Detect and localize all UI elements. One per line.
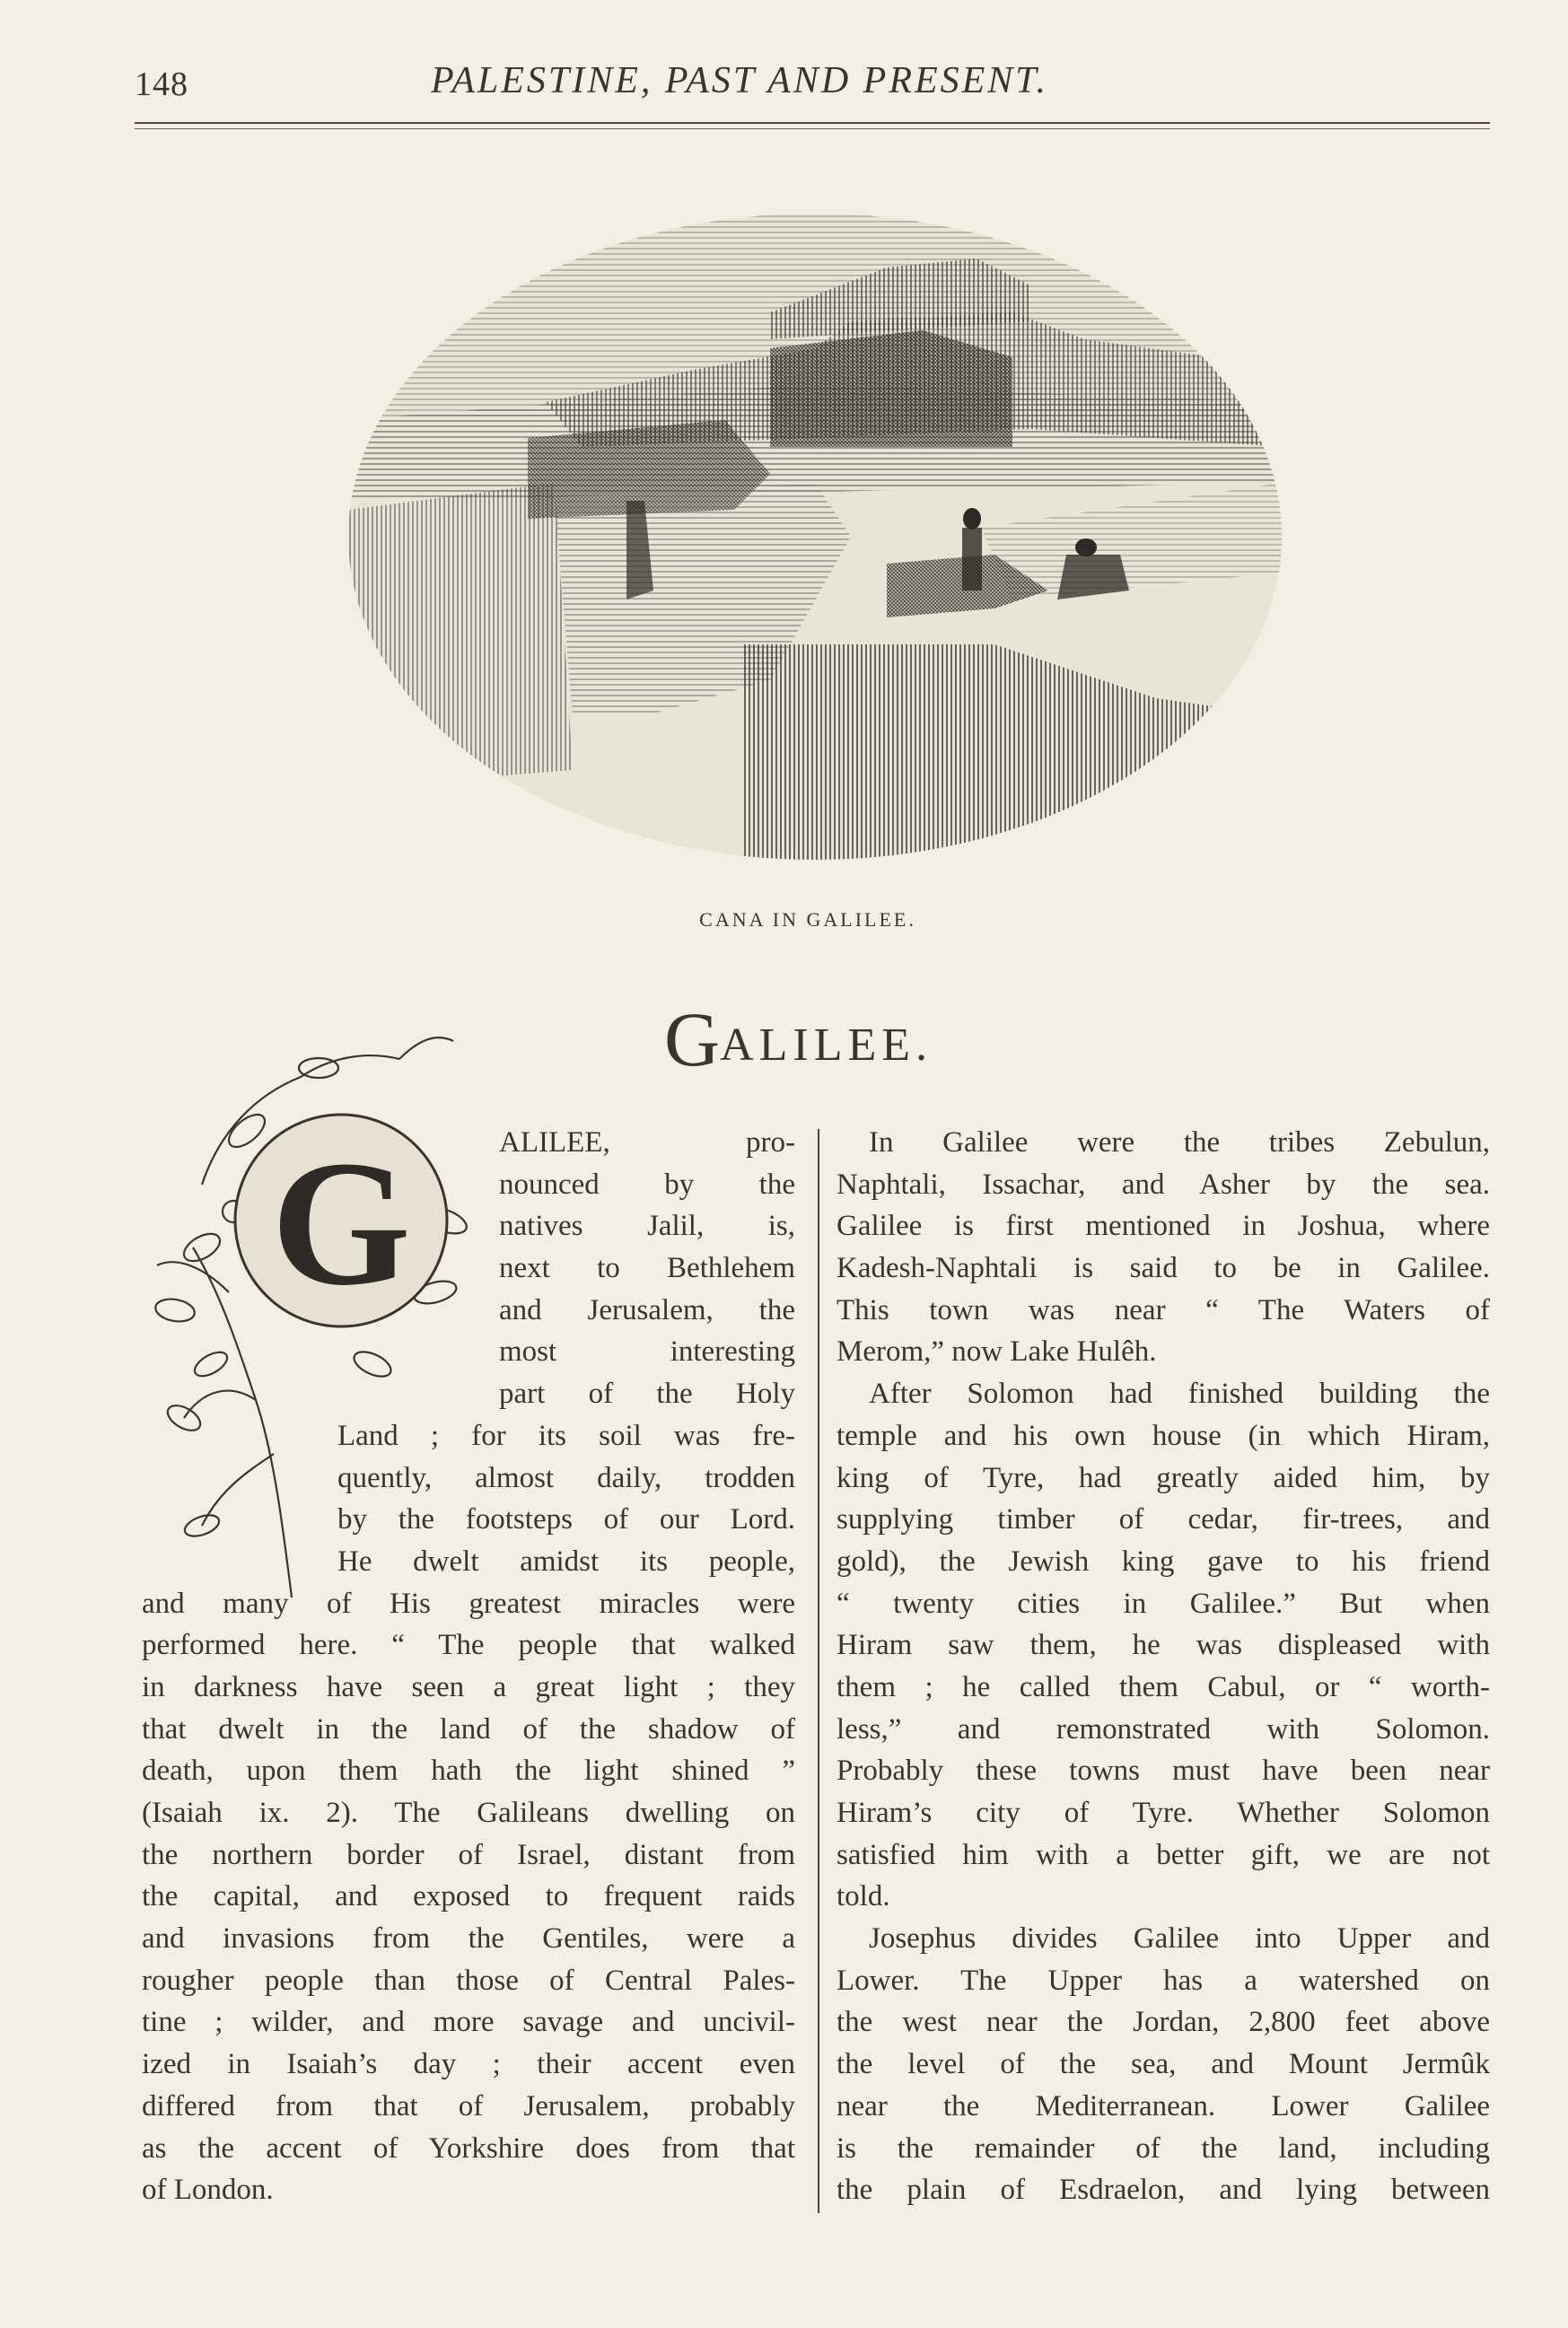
illustration-caption: CANA IN GALILEE.	[699, 908, 916, 931]
text-line: temple and his own house (in which Hiram,	[837, 1419, 1490, 1452]
text-line: satisfied him with a better gift, we are not	[837, 1838, 1490, 1871]
left-column	[142, 1122, 795, 2211]
header-rule-thin	[135, 128, 1490, 129]
text-line: quently, almost daily, trodden	[337, 1461, 795, 1494]
text-line: Hiram’s city of Tyre. Whether Solomon	[837, 1797, 1490, 1829]
text-line: less,” and remonstrated with Solomon.	[837, 1712, 1490, 1746]
drop-cap-letter: G	[271, 1125, 411, 1323]
text-line: most interesting	[499, 1335, 795, 1369]
text-line: nounced by the	[499, 1168, 795, 1201]
section-title	[664, 994, 1005, 1084]
text-line: in darkness have seen a great light ; they	[142, 1670, 795, 1703]
text-line: He dwelt amidst its people,	[337, 1545, 795, 1578]
text-line: part of the Holy	[499, 1378, 795, 1411]
column-divider	[818, 1129, 819, 2213]
text-line: This town was near “ The Waters of	[837, 1293, 1490, 1326]
text-line: Hiram saw them, he was displeased with	[837, 1629, 1490, 1662]
text-line: (Isaiah ix. 2). The Galileans dwelling on	[142, 1797, 795, 1829]
text-line: them ; he called them Cabul, or “ worth-	[837, 1670, 1490, 1703]
text-line: After Solomon had finished building the	[869, 1378, 1490, 1411]
text-line: told.	[837, 1880, 890, 1913]
text-line: the northern border of Israel, distant from	[142, 1838, 795, 1871]
right-column	[837, 1122, 1490, 2211]
text-line: the plain of Esdraelon, and lying between	[837, 2174, 1490, 2207]
text-line: of London.	[142, 2174, 274, 2207]
text-line: performed here. “ The people that walked	[142, 1629, 795, 1662]
text-line: that dwelt in the land of the shadow of	[142, 1712, 795, 1746]
text-line: Kadesh-Naphtali is said to be in Galilee.	[837, 1252, 1490, 1285]
text-line: supplying timber of cedar, fir-trees, and	[837, 1503, 1490, 1536]
section-title-initial: G	[664, 996, 721, 1082]
running-title: PALESTINE, PAST AND PRESENT.	[431, 60, 1049, 101]
text-line: Probably these towns must have been near	[837, 1755, 1490, 1788]
text-line: Lower. The Upper has a watershed on	[837, 1964, 1490, 1997]
header-rule	[135, 122, 1490, 124]
text-line: by the footsteps of our Lord.	[337, 1503, 795, 1536]
text-line: and invasions from the Gentiles, were a	[142, 1922, 795, 1956]
text-line: Galilee is first mentioned in Joshua, where	[837, 1210, 1490, 1243]
text-line: and many of His greatest miracles were	[142, 1587, 795, 1620]
text-line: rougher people than those of Central Pales-	[142, 1964, 795, 1997]
text-line: Merom,” now Lake Hulêh.	[837, 1335, 1157, 1369]
text-line: the west near the Jordan, 2,800 feet above	[837, 2006, 1490, 2039]
text-line: gold), the Jewish king gave to his friend	[837, 1545, 1490, 1578]
text-line: the capital, and exposed to frequent raids	[142, 1880, 795, 1913]
text-line: ized in Isaiah’s day ; their accent even	[142, 2048, 795, 2081]
text-line: In Galilee were the tribes Zebulun,	[869, 1126, 1490, 1159]
page-number: 148	[135, 66, 188, 103]
text-line: as the accent of Yorkshire does from that	[142, 2131, 795, 2165]
text-line: Land ; for its soil was fre-	[337, 1419, 795, 1452]
text-line: death, upon them hath the light shined ”	[142, 1755, 795, 1788]
text-line: ALILEE, pro-	[499, 1126, 795, 1159]
text-line: tine ; wilder, and more savage and uncivil-	[142, 2006, 795, 2039]
text-line: next to Bethlehem	[499, 1252, 795, 1285]
text-line: the level of the sea, and Mount Jermûk	[837, 2048, 1490, 2081]
text-line: “ twenty cities in Galilee.” But when	[837, 1587, 1490, 1620]
engraving-illustration	[348, 214, 1282, 869]
text-line: king of Tyre, had greatly aided him, by	[837, 1461, 1490, 1494]
section-title-rest: ALILEE.	[720, 1020, 933, 1071]
text-line: and Jerusalem, the	[499, 1293, 795, 1326]
text-line: Naphtali, Issachar, and Asher by the sea.	[837, 1168, 1490, 1201]
text-line: natives Jalil, is,	[499, 1210, 795, 1243]
text-line: Josephus divides Galilee into Upper and	[869, 1922, 1490, 1956]
text-line: is the remainder of the land, including	[837, 2131, 1490, 2165]
text-line: near the Mediterranean. Lower Galilee	[837, 2089, 1490, 2122]
text-line: differed from that of Jerusalem, probably	[142, 2089, 795, 2122]
